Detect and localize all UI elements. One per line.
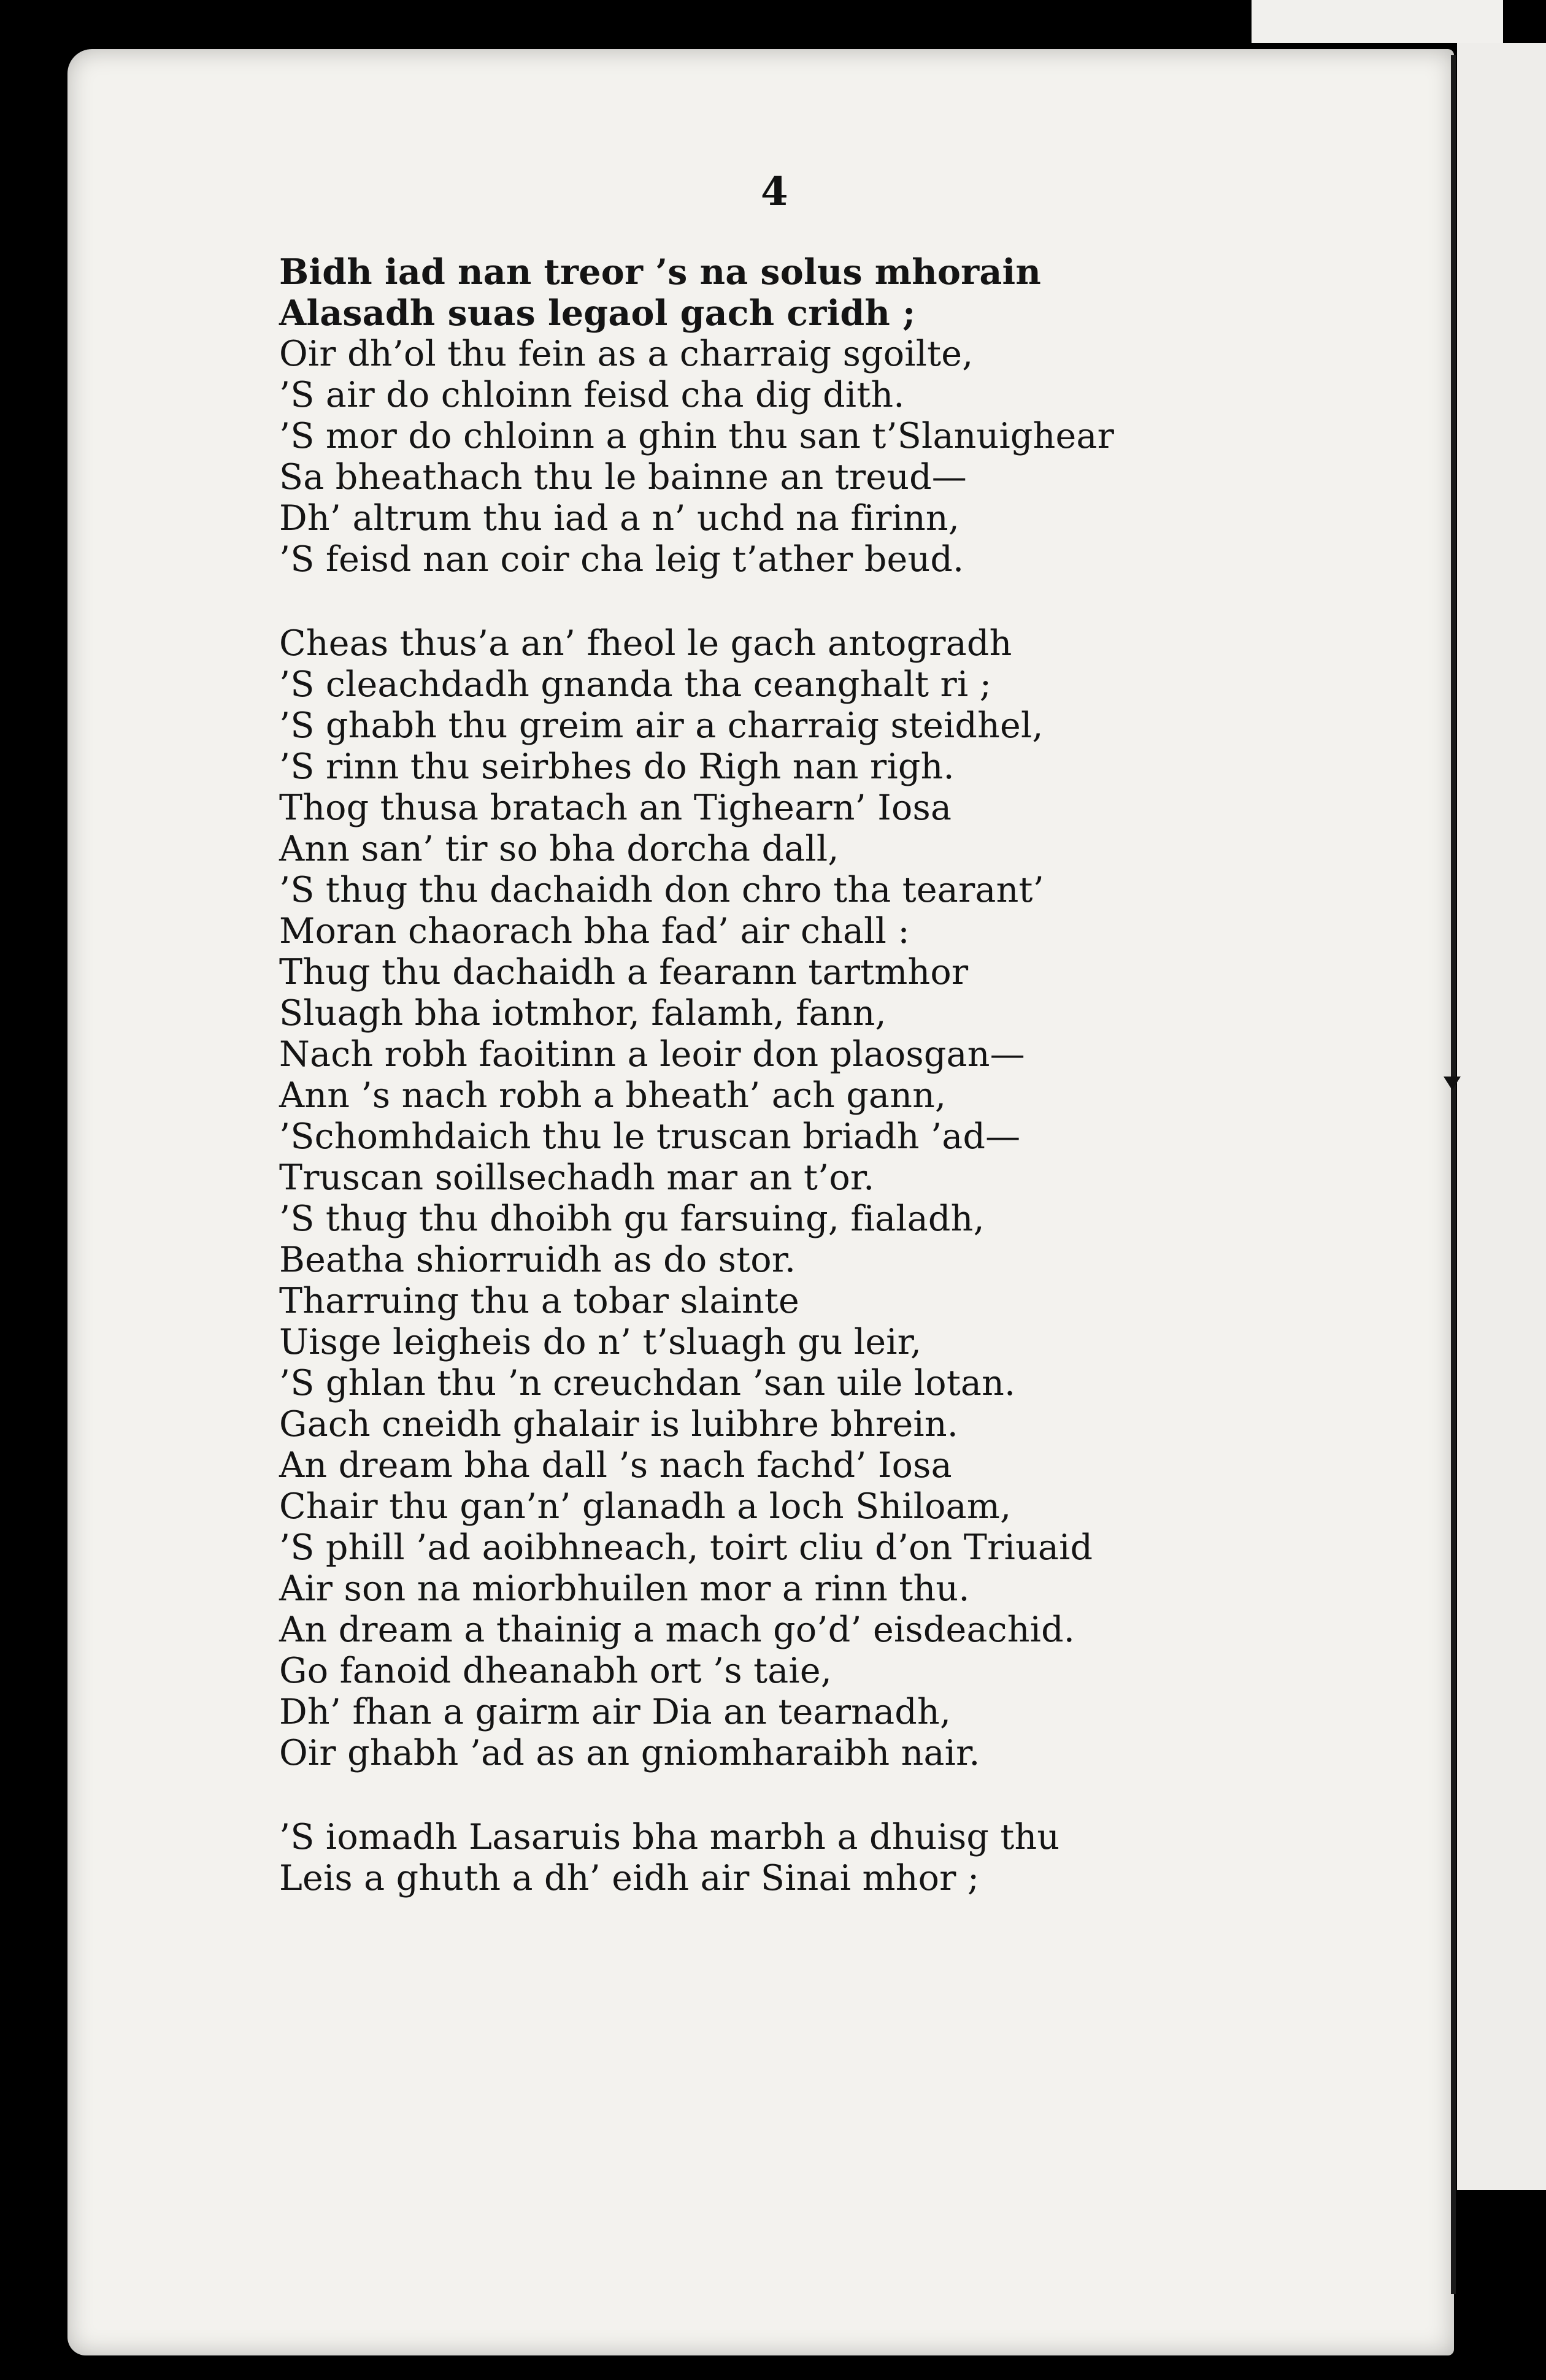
poem-line: Beatha shiorruidh as do stor. bbox=[279, 1240, 796, 1280]
poem-line: ’S iomadh Lasaruis bha marbh a dhuisg thu bbox=[279, 1817, 1060, 1857]
poem-line: Thog thusa bratach an Tighearn’ Iosa bbox=[279, 788, 952, 828]
poem-line: Alasadh suas legaol gach cridh ; bbox=[279, 293, 916, 334]
adjacent-page-edge bbox=[1457, 43, 1546, 2190]
page-fold-line bbox=[1451, 55, 1456, 2294]
poem-line: ’S phill ’ad aoibhneach, toirt cliu d’on Triuaid bbox=[279, 1527, 1093, 1568]
poem-text bbox=[279, 251, 1114, 1942]
poem-line: Dh’ fhan a gairm air Dia an tearnadh, bbox=[279, 1692, 952, 1732]
poem-line: Truscan soillsechadh mar an t’or. bbox=[279, 1157, 875, 1198]
poem-line: Sluagh bha iotmhor, falamh, fann, bbox=[279, 993, 886, 1034]
stanza-1 bbox=[279, 251, 1114, 580]
poem-line: Tharruing thu a tobar slainte bbox=[279, 1281, 799, 1321]
stanza-3 bbox=[279, 1817, 1114, 1899]
gap-shadow bbox=[1227, 0, 1252, 43]
poem-line: ’S air do chloinn feisd cha dig dith. bbox=[279, 375, 905, 415]
adjacent-page-top-edge bbox=[1227, 0, 1546, 43]
scan-border bbox=[1503, 0, 1546, 43]
poem-line: ’S thug thu dachaidh don chro tha tearant’ bbox=[279, 870, 1044, 910]
poem-line: Nach robh faoitinn a leoir don plaosgan— bbox=[279, 1034, 1025, 1075]
poem-line: ’S thug thu dhoibh gu farsuing, fialadh, bbox=[279, 1199, 985, 1239]
poem-line: Cheas thus’a an’ fheol le gach antogradh bbox=[279, 623, 1012, 664]
poem-line: Leis a ghuth a dh’ eidh air Sinai mhor ; bbox=[279, 1858, 980, 1898]
poem-line: Air son na miorbhuilen mor a rinn thu. bbox=[279, 1568, 970, 1609]
poem-line: ’S mor do chloinn a ghin thu san t’Slanuighear bbox=[279, 416, 1115, 456]
poem-line: Chair thu gan’n’ glanadh a loch Shiloam, bbox=[279, 1486, 1012, 1527]
poem-line: Uisge leigheis do n’ t’sluagh gu leir, bbox=[279, 1322, 922, 1362]
poem-line: ’S rinn thu seirbhes do Righ nan righ. bbox=[279, 747, 955, 787]
poem-line: Thug thu dachaidh a fearann tartmhor bbox=[279, 952, 969, 992]
fold-marker bbox=[1439, 1077, 1463, 1090]
poem-line: An dream bha dall ’s nach fachd’ Iosa bbox=[279, 1445, 952, 1486]
poem-line: ’S cleachdadh gnanda tha ceanghalt ri ; bbox=[279, 664, 992, 705]
poem-line: Gach cneidh ghalair is luibhre bhrein. bbox=[279, 1404, 959, 1445]
poem-line: ’S ghlan thu ’n creuchdan ’san uile lotan. bbox=[279, 1363, 1016, 1403]
page-number: 4 bbox=[761, 169, 788, 215]
poem-line: Ann ’s nach robh a bheath’ ach gann, bbox=[279, 1075, 947, 1116]
stanza-2 bbox=[279, 623, 1114, 1774]
poem-line: Moran chaorach bha fad’ air chall : bbox=[279, 911, 910, 951]
poem-line: An dream a thainig a mach go’d’ eisdeachid. bbox=[279, 1610, 1075, 1650]
poem-line: ’S feisd nan coir cha leig t’ather beud. bbox=[279, 539, 964, 580]
poem-line: Bidh iad nan treor ’s na solus mhorain bbox=[279, 251, 1042, 293]
poem-line: Oir ghabh ’ad as an gniomharaibh nair. bbox=[279, 1733, 980, 1773]
poem-line: Ann san’ tir so bha dorcha dall, bbox=[279, 829, 839, 869]
poem-line: Go fanoid dheanabh ort ’s taie, bbox=[279, 1651, 833, 1691]
poem-line: ’Schomhdaich thu le truscan briadh ’ad— bbox=[279, 1116, 1021, 1157]
poem-line: Dh’ altrum thu iad a n’ uchd na firinn, bbox=[279, 498, 960, 539]
poem-line: Oir dh’ol thu fein as a charraig sgoilte, bbox=[279, 334, 974, 374]
poem-line: Sa bheathach thu le bainne an treud— bbox=[279, 457, 967, 497]
poem-line: ’S ghabh thu greim air a charraig steidhel, bbox=[279, 705, 1044, 746]
